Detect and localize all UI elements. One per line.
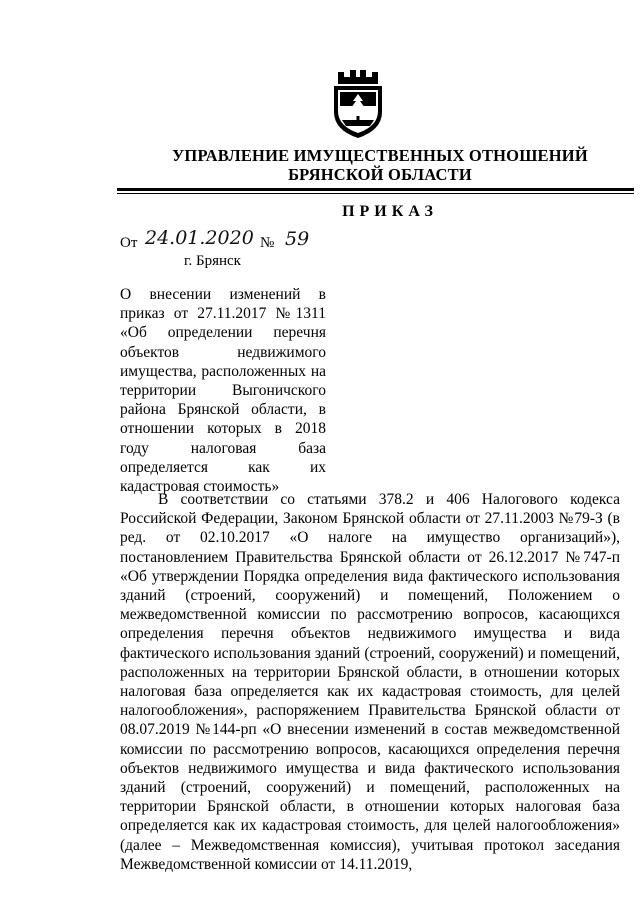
number-prefix: № — [260, 235, 275, 251]
handwritten-date: 24.01.2020 — [145, 227, 254, 249]
order-body-paragraph: В соответствии со статьями 378.2 и 406 Налогового кодекса Российской Федерации, Законом Брянской области от 27.11.2003 №79-З (в ред. от 02.10.2017 «О налоге на имущество организаций»), постановлением Правительства Брянской области от 26.12.2017 №747-п «Об утверждении Порядка определения вида фактического использования зданий (строений, сооружений) и помещений, Положением о межведомственной комиссии по рассмотрению вопросов, касающихся определения перечня объектов недвижимого имущества и вида фактического использования зданий (строений, сооружений) и помещений, расположенных на территории Брянской области, в отношении которых налоговая база определяется как их кадастровая стоимость, для целей налогообложения», распоряжением Правительства Брянской области от 08.07.2019 №144-рп «О внесении изменений в состав межведомственной комиссии по рассмотрению вопросов, касающихся определения перечня объектов недвижимого имущества и вида фактического использования зданий (строений, сооружений) и помещений, расположенных на территории Брянской области, в отношении которых налоговая база определяется как их кадастровая стоимость, для целей налогообложения» (далее – Межведомственная комиссия), учитывая протокол заседания Межведомственной комиссии от 14.11.2019, — [120, 491, 620, 873]
coat-of-arms-icon — [330, 68, 386, 140]
header-divider-thick — [117, 188, 634, 191]
organization-name-line2: БРЯНСКОЙ ОБЛАСТИ — [288, 165, 472, 184]
header-divider-thin — [117, 193, 634, 194]
city-label: г. Брянск — [184, 253, 241, 269]
date-prefix: От — [120, 235, 138, 251]
order-subject: О внесении изменений в приказ от 27.11.2017 №1311 «Об определении перечня объектов недвижимого имущества, расположенных на территории Выгоничского района Брянской области, в отношении которых в 2018 году налоговая база определяется как их кадастровая стоимость» — [120, 286, 326, 496]
document-type-title: ПРИКАЗ — [342, 203, 438, 220]
handwritten-number: 59 — [285, 228, 310, 250]
organization-name-line1: УПРАВЛЕНИЕ ИМУЩЕСТВЕННЫХ ОТНОШЕНИЙ — [172, 146, 588, 165]
